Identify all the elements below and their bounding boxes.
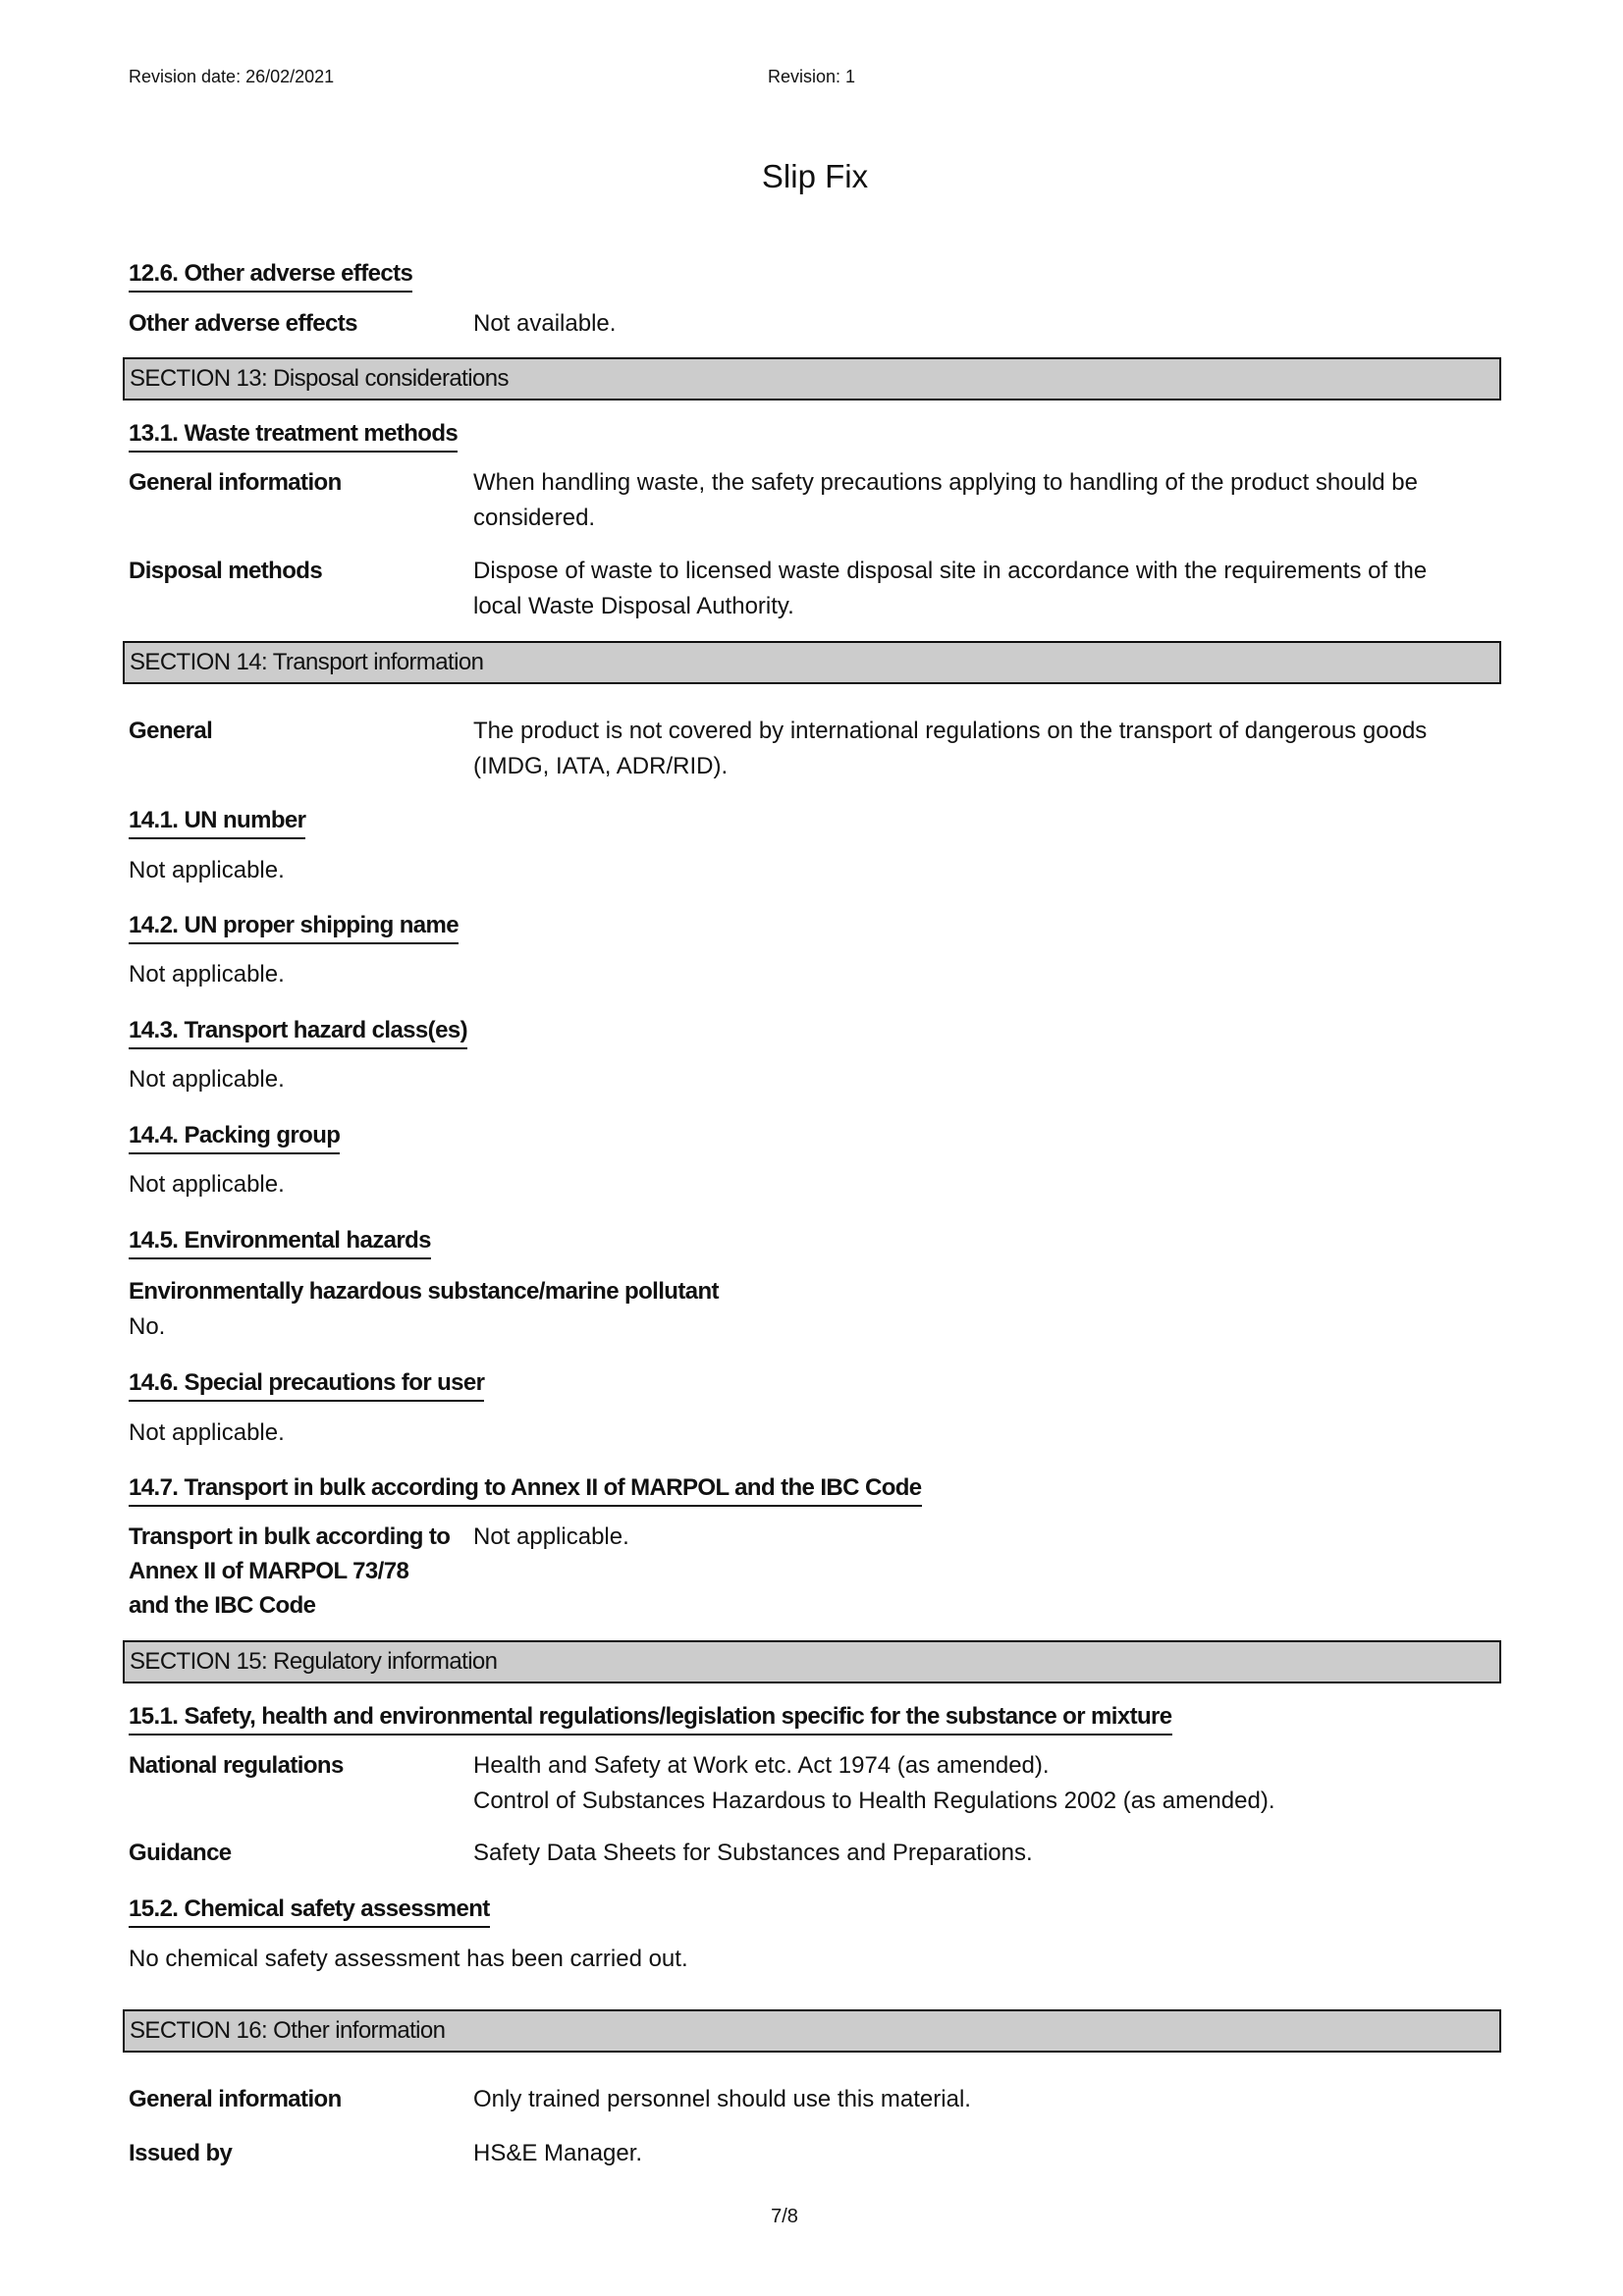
- revision-number: Revision: 1: [768, 67, 856, 86]
- value-national-regulations-line1: Health and Safety at Work etc. Act 1974 (as amended).: [473, 1752, 1050, 1779]
- section-15-header: [123, 1640, 1501, 1683]
- text-15-2: No chemical safety assessment has been carried out.: [129, 1946, 688, 1972]
- section-13-header: [123, 357, 1501, 400]
- subsection-heading-14-2: 14.2. UN proper shipping name: [129, 912, 459, 944]
- value-bulk-transport: Not applicable.: [473, 1523, 629, 1550]
- subsection-heading-14-7: 14.7. Transport in bulk according to Annex II of MARPOL and the IBC Code: [129, 1474, 922, 1507]
- section-13-title: SECTION 13: Disposal considerations: [130, 365, 509, 392]
- label-issued-by: Issued by: [129, 2140, 233, 2166]
- value-general-information-16: Only trained personnel should use this material.: [473, 2086, 971, 2112]
- label-environmental-hazard: Environmentally hazardous substance/marine pollutant: [129, 1278, 719, 1305]
- label-guidance: Guidance: [129, 1840, 232, 1866]
- subsection-heading-14-1: 14.1. UN number: [129, 807, 305, 839]
- label-national-regulations: National regulations: [129, 1752, 344, 1779]
- value-other-adverse-effects: Not available.: [473, 310, 617, 337]
- value-disposal-methods-line2: local Waste Disposal Authority.: [473, 593, 794, 619]
- subsection-heading-14-4: 14.4. Packing group: [129, 1122, 340, 1154]
- subsection-heading-14-3: 14.3. Transport hazard class(es): [129, 1017, 467, 1049]
- value-issued-by: HS&E Manager.: [473, 2140, 643, 2166]
- subsection-heading-15-2: 15.2. Chemical safety assessment: [129, 1896, 490, 1928]
- label-other-adverse-effects: Other adverse effects: [129, 310, 357, 337]
- subsection-heading-12-6: 12.6. Other adverse effects: [129, 260, 412, 293]
- label-bulk-transport-line1: Transport in bulk according to: [129, 1523, 451, 1550]
- label-transport-general: General: [129, 718, 213, 744]
- value-general-information-line1: When handling waste, the safety precautions applying to handling of the product should be: [473, 469, 1418, 496]
- label-general-information: General information: [129, 469, 342, 496]
- text-14-4: Not applicable.: [129, 1171, 285, 1198]
- document-title: Slip Fix: [761, 158, 869, 194]
- label-bulk-transport-line2: Annex II of MARPOL 73/78: [129, 1558, 409, 1584]
- revision-date: Revision date: 26/02/2021: [129, 67, 335, 86]
- section-14-header: [123, 641, 1501, 684]
- subsection-heading-13-1: 13.1. Waste treatment methods: [129, 420, 458, 453]
- section-14-title: SECTION 14: Transport information: [130, 649, 484, 675]
- value-disposal-methods-line1: Dispose of waste to licensed waste disposal site in accordance with the requirements of the: [473, 558, 1428, 584]
- text-14-1: Not applicable.: [129, 857, 285, 883]
- text-14-2: Not applicable.: [129, 961, 285, 988]
- subsection-heading-15-1: 15.1. Safety, health and environmental regulations/legislation specific for the substance or mixture: [129, 1703, 1172, 1735]
- text-14-6: Not applicable.: [129, 1419, 285, 1446]
- value-transport-general-line2: (IMDG, IATA, ADR/RID).: [473, 753, 729, 779]
- value-transport-general-line1: The product is not covered by international regulations on the transport of dangerous goods: [473, 718, 1428, 744]
- value-national-regulations-line2: Control of Substances Hazardous to Health Regulations 2002 (as amended).: [473, 1788, 1275, 1814]
- text-14-5: No.: [129, 1313, 166, 1340]
- text-14-3: Not applicable.: [129, 1066, 285, 1093]
- value-guidance: Safety Data Sheets for Substances and Preparations.: [473, 1840, 1033, 1866]
- section-16-header: [123, 2009, 1501, 2053]
- label-general-information-16: General information: [129, 2086, 342, 2112]
- label-disposal-methods: Disposal methods: [129, 558, 323, 584]
- value-general-information-line2: considered.: [473, 505, 596, 531]
- subsection-heading-14-5: 14.5. Environmental hazards: [129, 1227, 431, 1259]
- section-16-title: SECTION 16: Other information: [130, 2017, 446, 2044]
- section-15-title: SECTION 15: Regulatory information: [130, 1648, 498, 1675]
- label-bulk-transport-line3: and the IBC Code: [129, 1592, 316, 1619]
- subsection-heading-14-6: 14.6. Special precautions for user: [129, 1369, 484, 1402]
- page-number: 7/8: [771, 2206, 798, 2227]
